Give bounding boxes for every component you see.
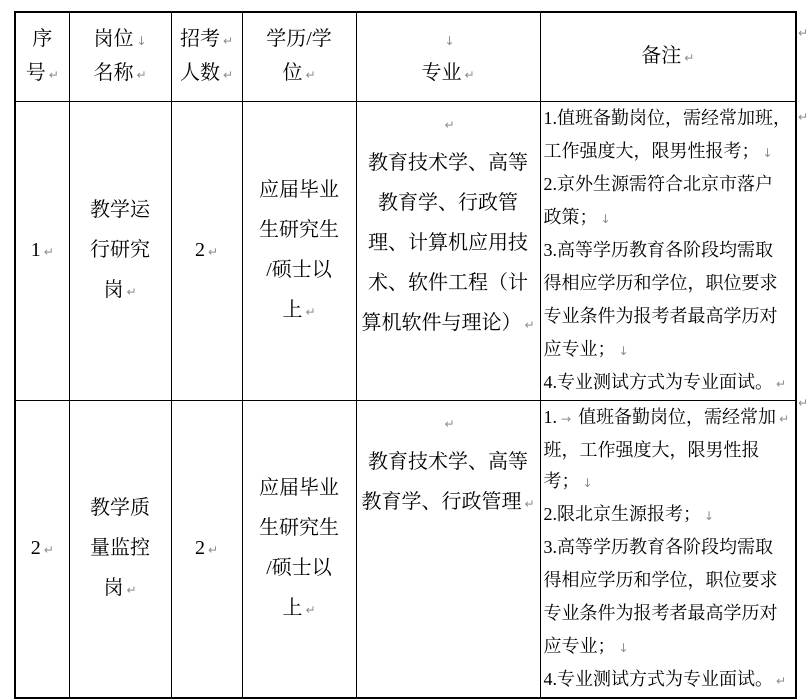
note-text: 得相应学历和学位，职位要求 bbox=[543, 272, 778, 293]
note-text: 工作强度大，限男性报考； bbox=[543, 140, 760, 161]
major-text: 教育技术学、高等 bbox=[368, 450, 528, 473]
note-text: 专业条件为报考者最高学历对 bbox=[543, 602, 778, 623]
cell-major bbox=[356, 101, 540, 400]
degree-text: /硕士以 bbox=[266, 556, 332, 579]
text-line bbox=[172, 23, 242, 57]
degree-text: 上 bbox=[282, 298, 303, 321]
cell-seq bbox=[15, 400, 69, 698]
position-text: 行研究 bbox=[90, 238, 150, 261]
note-text: 4.专业测试方式为专业面试。 bbox=[543, 371, 773, 392]
text-line bbox=[243, 211, 356, 251]
text-line bbox=[243, 57, 356, 91]
header-cell-position bbox=[69, 12, 171, 101]
paragraph-mark-icon: ↵ bbox=[444, 416, 455, 431]
cell-degree bbox=[242, 400, 356, 698]
tab-mark-icon: → bbox=[561, 411, 572, 426]
line-break-mark-icon: ↓ bbox=[444, 33, 455, 48]
header-cell-notes bbox=[540, 12, 796, 101]
header-label: 招考 bbox=[179, 27, 220, 50]
paragraph-mark-icon: ↵ bbox=[776, 376, 787, 391]
paragraph-mark-icon: ↵ bbox=[207, 542, 219, 557]
major-text: 算机软件与理论） bbox=[361, 311, 522, 334]
paragraph-mark-icon: ↵ bbox=[779, 411, 790, 426]
note-text: 3.高等学历教育各阶段均需取 bbox=[543, 239, 773, 260]
header-cell-degree bbox=[242, 12, 356, 101]
major-text: 教育技术学、高等 bbox=[368, 151, 528, 174]
paragraph-mark-icon: ↵ bbox=[126, 284, 137, 299]
cell-degree bbox=[242, 101, 356, 400]
text-line bbox=[16, 23, 69, 57]
text-line bbox=[544, 402, 795, 435]
count-value: 2 bbox=[194, 238, 205, 261]
degree-text: 生研究生 bbox=[259, 218, 339, 241]
text-line bbox=[357, 57, 540, 91]
text-line bbox=[70, 23, 171, 57]
text-line bbox=[544, 235, 795, 268]
line-break-mark-icon: ↓ bbox=[582, 475, 593, 490]
text-line bbox=[70, 489, 171, 529]
header-cell-count bbox=[171, 12, 242, 101]
text-line bbox=[357, 264, 540, 304]
header-label: 号 bbox=[25, 61, 46, 84]
seq-value: 2 bbox=[30, 536, 41, 559]
note-text: 3.高等学历教育各阶段均需取 bbox=[543, 536, 773, 557]
paragraph-mark-icon: ↵ bbox=[43, 542, 54, 557]
cell-count bbox=[171, 101, 242, 400]
degree-text: 应届毕业 bbox=[259, 178, 339, 201]
note-text: 得相应学历和学位，职位要求 bbox=[543, 569, 778, 590]
line-break-mark-icon: ↓ bbox=[762, 145, 773, 160]
text-line bbox=[544, 169, 795, 202]
paragraph-mark-icon: ↵ bbox=[524, 317, 535, 332]
note-text: 2.限北京生源报考； bbox=[543, 503, 701, 524]
text-line bbox=[357, 224, 540, 264]
text-line bbox=[243, 589, 356, 629]
header-label: 学历/学 bbox=[266, 27, 332, 50]
major-text: 教育学、行政管 bbox=[378, 191, 518, 214]
text-line bbox=[544, 136, 795, 169]
cell-count bbox=[171, 400, 242, 698]
paragraph-mark-icon: ↵ bbox=[684, 50, 695, 65]
text-line bbox=[544, 301, 795, 334]
cell-position bbox=[69, 101, 171, 400]
text-line bbox=[544, 202, 795, 235]
line-break-mark-icon: ↓ bbox=[618, 343, 629, 358]
text-line bbox=[70, 271, 171, 311]
header-label: 备注 bbox=[641, 44, 682, 67]
note-text: 班，工作强度大，限男性报考； bbox=[543, 439, 760, 491]
text-line bbox=[70, 569, 171, 609]
text-line bbox=[357, 104, 540, 144]
degree-text: 上 bbox=[282, 596, 303, 619]
text-line bbox=[243, 549, 356, 589]
cell-notes bbox=[540, 101, 796, 400]
cell-seq bbox=[15, 101, 69, 400]
text-line bbox=[544, 532, 795, 565]
note-number: 1. bbox=[543, 406, 557, 427]
text-line bbox=[243, 291, 356, 331]
recruitment-table bbox=[14, 11, 797, 699]
text-line bbox=[357, 184, 540, 224]
text-line bbox=[357, 483, 540, 523]
paragraph-mark-icon: ↵ bbox=[222, 33, 234, 48]
note-text: 专业条件为报考者最高学历对 bbox=[543, 305, 778, 326]
count-value: 2 bbox=[194, 536, 205, 559]
text-line bbox=[70, 231, 171, 271]
cell-major bbox=[356, 400, 540, 698]
text-line bbox=[243, 469, 356, 509]
text-line bbox=[172, 529, 242, 569]
line-break-mark-icon: ↓ bbox=[704, 508, 715, 523]
text-line bbox=[243, 251, 356, 291]
text-line bbox=[357, 23, 540, 57]
degree-text: 生研究生 bbox=[259, 516, 339, 539]
position-text: 量监控 bbox=[90, 536, 150, 559]
text-line bbox=[544, 664, 795, 697]
text-line bbox=[544, 367, 795, 400]
text-line bbox=[70, 529, 171, 569]
row-end-mark-icon: ↵ bbox=[798, 110, 809, 124]
text-line bbox=[243, 23, 356, 57]
table-header-row bbox=[15, 12, 796, 101]
text-line bbox=[16, 57, 69, 91]
text-line bbox=[544, 499, 795, 532]
paragraph-mark-icon: ↵ bbox=[524, 496, 535, 511]
text-line bbox=[544, 565, 795, 598]
major-text: 术、软件工程（计 bbox=[368, 271, 528, 294]
text-line bbox=[70, 57, 171, 91]
header-label: 序 bbox=[32, 27, 53, 50]
paragraph-mark-icon: ↵ bbox=[207, 244, 219, 259]
note-text: 2.京外生源需符合北京市落户 bbox=[543, 173, 773, 194]
text-line bbox=[544, 598, 795, 631]
seq-value: 1 bbox=[30, 238, 41, 261]
header-label: 人数 bbox=[179, 61, 220, 84]
header-label: 位 bbox=[282, 61, 303, 84]
table-row bbox=[15, 400, 796, 698]
position-text: 岗 bbox=[103, 278, 124, 301]
text-line bbox=[544, 268, 795, 301]
text-line bbox=[172, 57, 242, 91]
row-end-mark-icon: ↵ bbox=[798, 396, 809, 410]
table-row bbox=[15, 101, 796, 400]
position-text: 教学运 bbox=[90, 198, 150, 221]
header-label: 专业 bbox=[421, 61, 462, 84]
text-line bbox=[16, 529, 69, 569]
header-cell-seq bbox=[15, 12, 69, 101]
text-line bbox=[544, 435, 795, 499]
text-line bbox=[544, 631, 795, 664]
text-line bbox=[70, 191, 171, 231]
header-cell-major bbox=[356, 12, 540, 101]
line-break-mark-icon: ↓ bbox=[600, 211, 611, 226]
note-text: 应专业； bbox=[543, 338, 616, 359]
degree-text: 应届毕业 bbox=[259, 476, 339, 499]
paragraph-mark-icon: ↵ bbox=[126, 582, 137, 597]
position-text: 岗 bbox=[103, 576, 124, 599]
text-line bbox=[357, 144, 540, 184]
note-text: 应专业； bbox=[543, 635, 616, 656]
paragraph-mark-icon: ↵ bbox=[464, 67, 475, 82]
cell-position bbox=[69, 400, 171, 698]
paragraph-mark-icon: ↵ bbox=[305, 602, 316, 617]
cell-notes bbox=[540, 400, 796, 698]
note-text: 政策； bbox=[543, 206, 598, 227]
paragraph-mark-icon: ↵ bbox=[43, 244, 54, 259]
paragraph-mark-icon: ↵ bbox=[444, 117, 455, 132]
text-line bbox=[243, 509, 356, 549]
header-label: 名称 bbox=[93, 61, 134, 84]
note-text: 值班备勤岗位，需经常加 bbox=[578, 406, 777, 427]
text-line bbox=[172, 231, 242, 271]
paragraph-mark-icon: ↵ bbox=[776, 673, 787, 688]
text-line bbox=[357, 403, 540, 443]
major-text: 教育学、行政管理 bbox=[361, 490, 522, 513]
header-label: 岗位 bbox=[93, 27, 134, 50]
major-text: 理、计算机应用技 bbox=[368, 231, 528, 254]
paragraph-mark-icon: ↵ bbox=[48, 67, 59, 82]
text-line bbox=[544, 103, 795, 136]
text-line bbox=[541, 40, 796, 74]
text-line bbox=[544, 334, 795, 367]
paragraph-mark-icon: ↵ bbox=[136, 67, 147, 82]
text-line bbox=[16, 231, 69, 271]
position-text: 教学质 bbox=[90, 496, 150, 519]
line-break-mark-icon: ↓ bbox=[618, 640, 629, 655]
paragraph-mark-icon: ↵ bbox=[222, 67, 234, 82]
text-line bbox=[243, 171, 356, 211]
text-line bbox=[357, 304, 540, 344]
paragraph-mark-icon: ↵ bbox=[305, 67, 316, 82]
line-break-mark-icon: ↓ bbox=[136, 33, 147, 48]
paragraph-mark-icon: ↵ bbox=[305, 304, 316, 319]
note-text: 4.专业测试方式为专业面试。 bbox=[543, 668, 773, 689]
text-line bbox=[357, 443, 540, 483]
row-end-mark-icon: ↵ bbox=[798, 26, 809, 40]
note-text: 1.值班备勤岗位，需经常加班， bbox=[543, 107, 791, 128]
degree-text: /硕士以 bbox=[266, 258, 332, 281]
